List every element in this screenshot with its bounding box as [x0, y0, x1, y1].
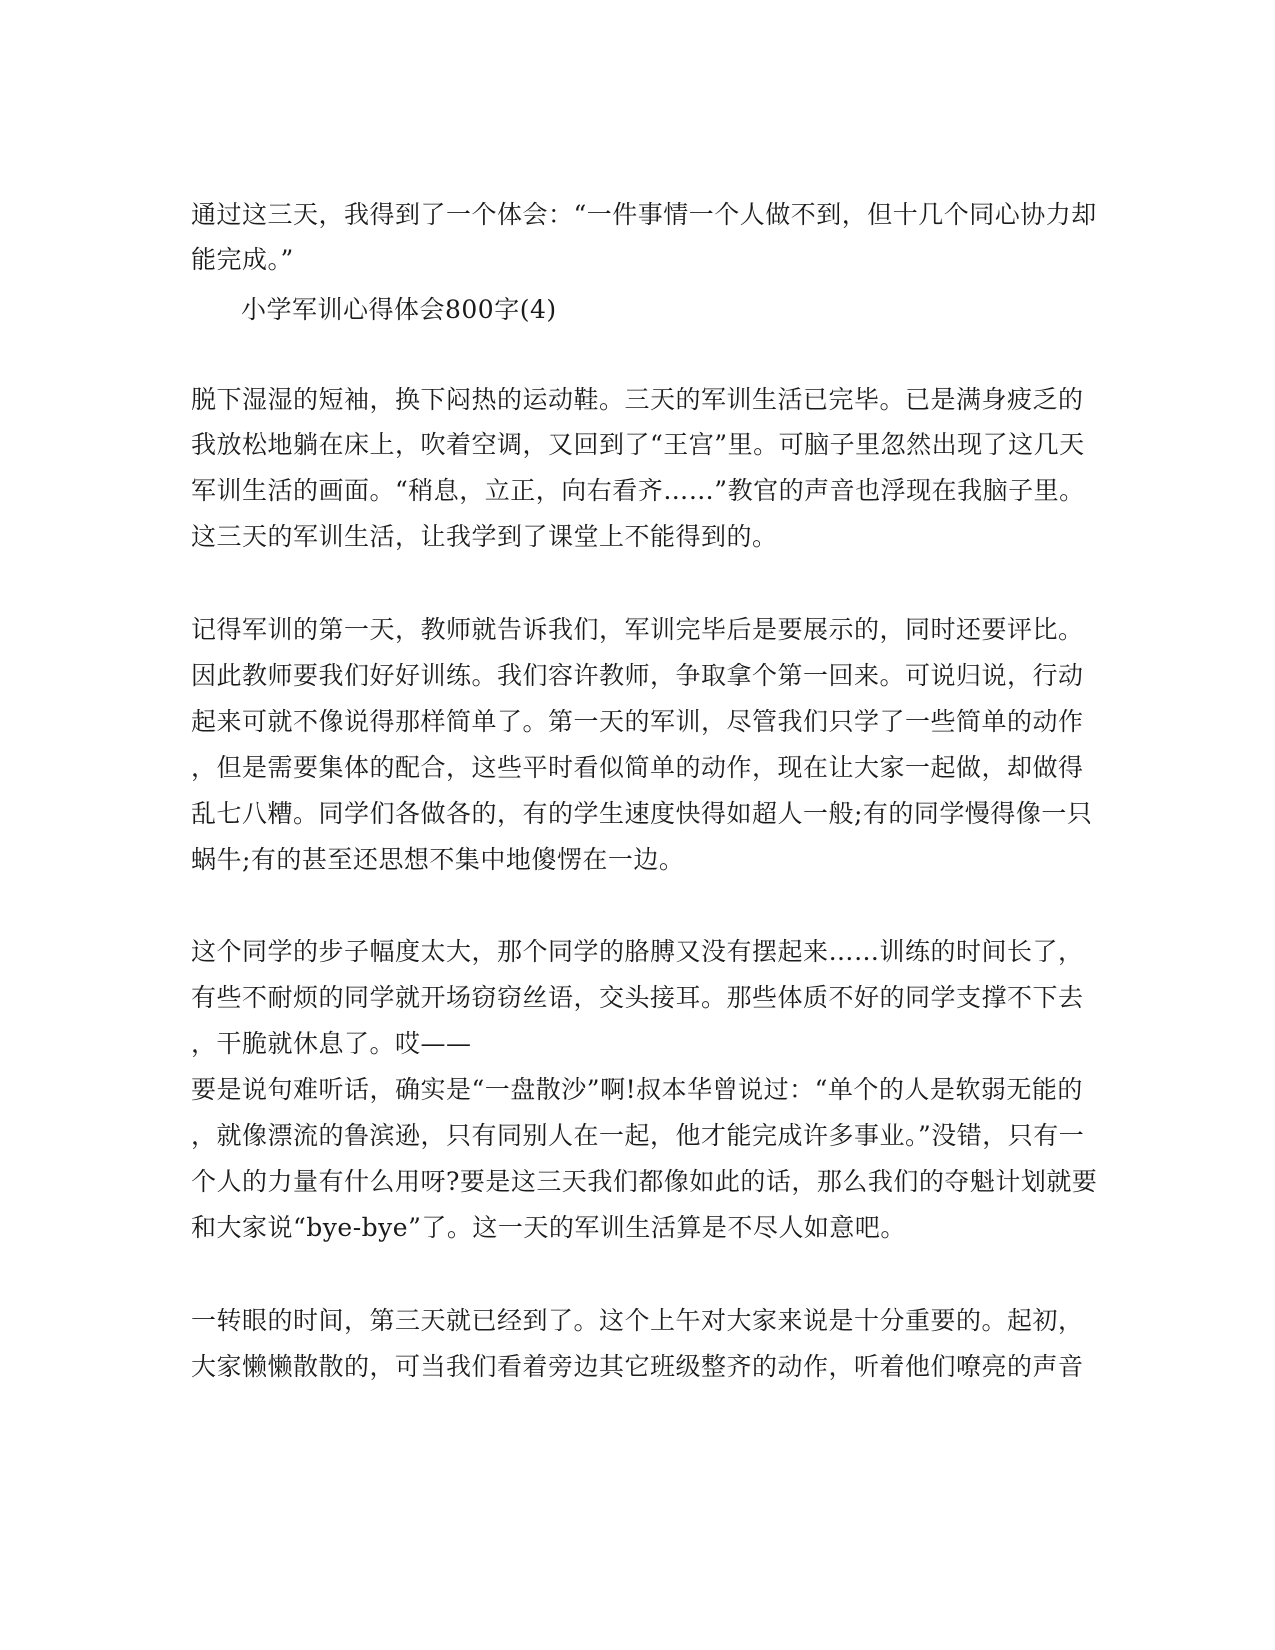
text-line: 起来可就不像说得那样简单了。第一天的军训，尽管我们只学了一些简单的动作	[191, 707, 1084, 736]
section-heading: 小学军训心得体会800字(4)	[241, 295, 557, 324]
text-line: ，干脆就休息了。哎——	[191, 1029, 472, 1058]
text-line: 通过这三天，我得到了一个体会：“一件事情一个人做不到，但十几个同心协力却	[191, 200, 1097, 229]
text-line: 个人的力量有什么用呀?要是这三天我们都像如此的话，那么我们的夺魁计划就要	[191, 1167, 1098, 1196]
text-line: 这三天的军训生活，让我学到了课堂上不能得到的。	[191, 522, 778, 551]
text-line: 我放松地躺在床上，吹着空调，又回到了“王宫”里。可脑子里忽然出现了这几天	[191, 430, 1085, 459]
text-line: 这个同学的步子幅度太大，那个同学的胳膊又没有摆起来……训练的时间长了，	[191, 937, 1084, 966]
text-line: 记得军训的第一天，教师就告诉我们，军训完毕后是要展示的，同时还要评比。	[191, 615, 1084, 644]
text-line: 军训生活的画面。“稍息，立正，向右看齐……”教官的声音也浮现在我脑子里。	[191, 476, 1085, 505]
text-line: 能完成。”	[191, 245, 294, 274]
text-line: 乱七八糟。同学们各做各的，有的学生速度快得如超人一般;有的同学慢得像一只	[191, 799, 1093, 828]
text-line: 要是说句难听话，确实是“一盘散沙”啊!叔本华曾说过：“单个的人是软弱无能的	[191, 1075, 1083, 1104]
text-line: 和大家说“bye-bye”了。这一天的军训生活算是不尽人如意吧。	[191, 1213, 906, 1242]
text-line: 大家懒懒散散的，可当我们看着旁边其它班级整齐的动作，听着他们嘹亮的声音	[191, 1352, 1084, 1381]
text-line: 蜗牛;有的甚至还思想不集中地傻愣在一边。	[191, 845, 685, 874]
text-line: ，但是需要集体的配合，这些平时看似简单的动作，现在让大家一起做，却做得	[191, 753, 1084, 782]
text-line: 因此教师要我们好好训练。我们容许教师，争取拿个第一回来。可说归说，行动	[191, 661, 1084, 690]
text-line: 一转眼的时间，第三天就已经到了。这个上午对大家来说是十分重要的。起初，	[191, 1306, 1084, 1335]
text-line: 有些不耐烦的同学就开场窃窃丝语，交头接耳。那些体质不好的同学支撑不下去	[191, 983, 1084, 1012]
text-line: 脱下湿湿的短袖，换下闷热的运动鞋。三天的军训生活已完毕。已是满身疲乏的	[191, 385, 1084, 414]
text-line: ，就像漂流的鲁滨逊，只有同别人在一起，他才能完成许多事业。”没错，只有一	[191, 1121, 1085, 1150]
